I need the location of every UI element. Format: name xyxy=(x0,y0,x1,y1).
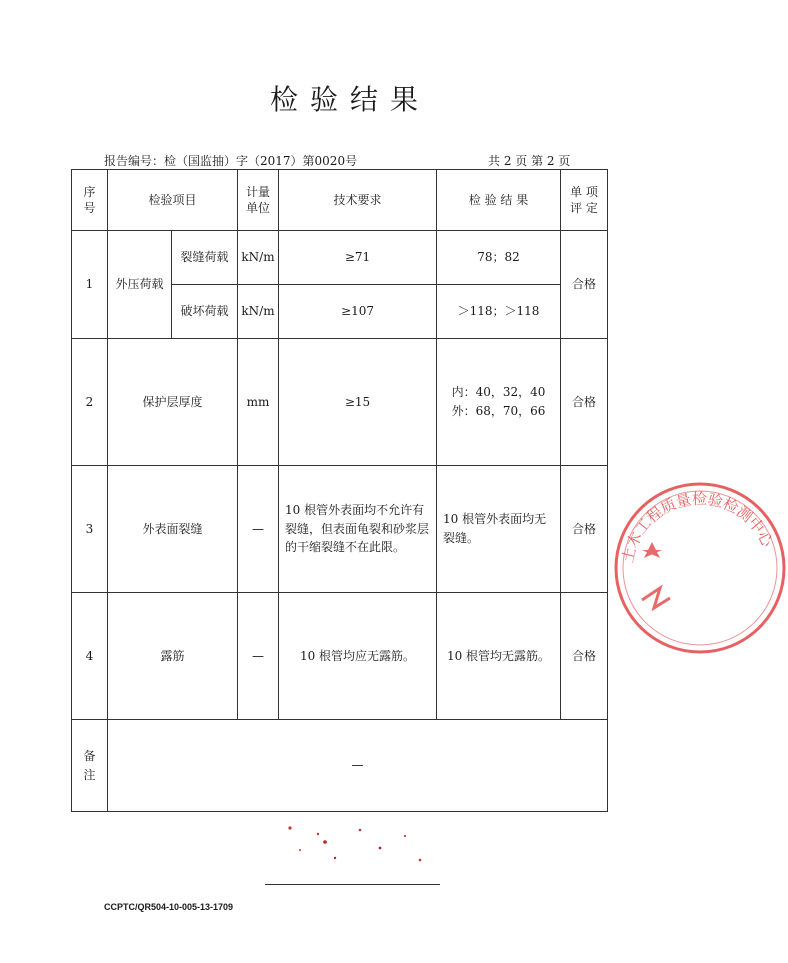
unit-value: — xyxy=(238,466,279,593)
header-seq: 序 号 xyxy=(72,170,108,231)
report-number: 报告编号：检（国监抽）字（2017）第0020号 xyxy=(104,154,358,168)
stamp-text: 土木工程质量检验检测中心 xyxy=(618,489,777,565)
judgement-value: 合格 xyxy=(561,466,608,593)
row-number: 4 xyxy=(72,593,108,720)
sub-item-name: 破坏荷载 xyxy=(172,285,238,339)
unit-value: kN/m xyxy=(238,231,279,285)
row-number: 3 xyxy=(72,466,108,593)
item-name: 外压荷载 xyxy=(108,231,172,339)
table-row xyxy=(72,231,608,285)
footer-rule xyxy=(265,884,440,885)
ink-specks xyxy=(270,820,470,880)
result-value: 10 根管均无露筋。 xyxy=(437,593,561,720)
requirement-value: 10 根管均应无露筋。 xyxy=(279,593,437,720)
table-header-row xyxy=(72,170,608,231)
remarks-row xyxy=(72,720,608,812)
requirement-value: 10 根管外表面均不允许有裂缝，但表面龟裂和砂浆层的干缩裂缝不在此限。 xyxy=(279,466,437,593)
table-row xyxy=(72,593,608,720)
requirement-value: ≥15 xyxy=(279,339,437,466)
result-value: 内：40，32，40 外：68，70，66 xyxy=(437,339,561,466)
page-title: 检验结果 xyxy=(269,83,430,116)
unit-value: mm xyxy=(238,339,279,466)
judgement-value: 合格 xyxy=(561,231,608,339)
requirement-value: ≥71 xyxy=(279,231,437,285)
header-item: 检验项目 xyxy=(108,170,238,231)
item-name: 露筋 xyxy=(108,593,238,720)
unit-value: kN/m xyxy=(238,285,279,339)
results-table xyxy=(71,169,608,812)
result-value: 10 根管外表面均无裂缝。 xyxy=(437,466,561,593)
item-name: 外表面裂缝 xyxy=(108,466,238,593)
judgement-value: 合格 xyxy=(561,593,608,720)
requirement-value: ≥107 xyxy=(279,285,437,339)
official-seal-stamp xyxy=(612,480,788,656)
result-value: 78；82 xyxy=(437,231,561,285)
row-number: 1 xyxy=(72,231,108,339)
remarks-label: 备 注 xyxy=(72,720,108,812)
header-unit: 计量 单位 xyxy=(238,170,279,231)
item-name: 保护层厚度 xyxy=(108,339,238,466)
row-number: 2 xyxy=(72,339,108,466)
table-row xyxy=(72,466,608,593)
unit-value: — xyxy=(238,593,279,720)
header-result: 检 验 结 果 xyxy=(437,170,561,231)
header-requirement: 技术要求 xyxy=(279,170,437,231)
result-value: ＞118；＞118 xyxy=(437,285,561,339)
judgement-value: 合格 xyxy=(561,339,608,466)
header-judgement: 单 项 评 定 xyxy=(561,170,608,231)
table-row xyxy=(72,339,608,466)
sub-item-name: 裂缝荷载 xyxy=(172,231,238,285)
remarks-value: — xyxy=(108,720,608,812)
page-number: 共 2 页 第 2 页 xyxy=(488,154,571,168)
form-code: CCPTC/QR504-10-005-13-1709 xyxy=(104,902,234,912)
